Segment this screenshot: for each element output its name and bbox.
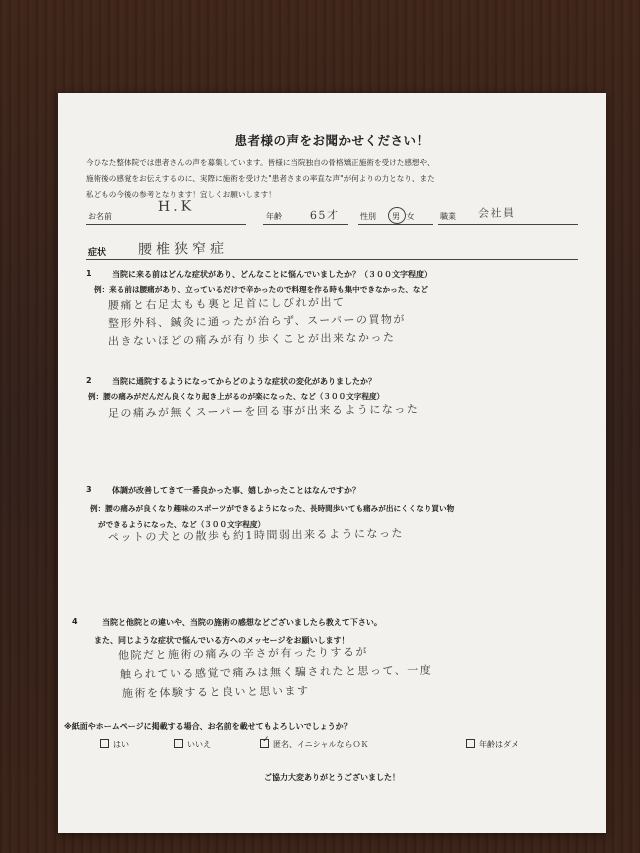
question-text-2: また、同じような症状で悩んでいる方へのメッセージをお願いします！ [94, 636, 350, 645]
name-label: お名前 [88, 212, 112, 221]
question-number: 2 [86, 376, 92, 385]
question-text: 当院に来る前はどんな症状があり、どんなことに悩んでいましたか？（３００文字程度） [112, 270, 432, 279]
consent-option-anonymous[interactable]: ✓ 匿名、イニシャルならＯＫ [262, 735, 369, 749]
question-text: 当院と他院との違いや、当院の施術の感想などございましたら教えて下さい。 [102, 618, 382, 627]
checkbox[interactable] [100, 739, 109, 748]
sex-selected-circle [388, 207, 406, 224]
age-value: 65才 [309, 208, 340, 222]
job-label: 職業 [440, 212, 456, 221]
job-underline [438, 224, 578, 225]
consent-option-no[interactable]: いいえ [174, 739, 211, 750]
job-value: 会社員 [477, 206, 516, 220]
question-number: 1 [86, 269, 92, 278]
consent-option-no-age[interactable]: 年齢はダメ [466, 739, 519, 750]
intro-text [86, 155, 435, 203]
checkbox[interactable] [174, 739, 183, 748]
thanks-message: ご協力大変ありがとうございました！ [264, 773, 400, 782]
question-example: ができるようになった、など（３００文字程度） [98, 520, 266, 529]
answer-line: ペットの犬との散歩も約1時間弱出来るようになった [107, 526, 405, 544]
sex-options: 男 女 [392, 212, 417, 221]
answer-line: 触られている感覚で痛みは無く騙されたと思って、一度 [119, 663, 433, 681]
question-number: 4 [72, 617, 78, 626]
checkbox[interactable] [466, 739, 475, 748]
answer-line: 足の痛みが無くスーパーを回る事が出来るようになった [107, 402, 420, 420]
intro-line: 施術後の感覚をお伝えするのに、実際に施術を受けた"患者さまの率直な声"が何よりの力となり、また [86, 174, 435, 183]
question-example: 例：腰の痛みがだんだん良くなり起き上がるのが楽になった、など（３００文字程度） [88, 392, 385, 401]
answer-line: 施術を体験すると良いと思います [121, 684, 310, 700]
question-text: 当院に通院するようになってからどのような症状の変化がありましたか？ [112, 377, 376, 386]
answer-line: 出きないほどの痛みが有り歩くことが出来なかった [107, 330, 396, 348]
checkbox-checked[interactable]: ✓ [260, 739, 269, 748]
name-value: H.K [157, 198, 195, 215]
symptom-value: 腰椎狭窄症 [137, 240, 229, 258]
answer-line: 整形外科、鍼灸に通ったが治らず、スーパーの買物が [107, 312, 407, 330]
age-label: 年齢 [266, 212, 282, 221]
consent-option-yes[interactable]: はい [100, 739, 129, 750]
question-example: 例：腰の痛みが良くなり趣味のスポーツができるようになった、長時間歩いても痛みが出にくくなり買い物 [90, 504, 455, 513]
answer-line: 腰痛と右足太もも裏と足首にしびれが出て [107, 295, 346, 312]
sex-label: 性別 [360, 212, 376, 221]
form-title: 患者様の声をお聞かせください！ [234, 133, 430, 148]
consent-question: ※紙面やホームページに掲載する場合、お名前を載せてもよろしいでしょうか？ [64, 722, 352, 731]
question-example: 例：来る前は腰痛があり、立っているだけで辛かったので料理を作る時も集中できなかった、など [94, 285, 429, 294]
symptom-underline [86, 259, 578, 260]
symptom-label: 症状 [88, 248, 107, 258]
intro-line: 私どもの今後の参考となります！宜しくお願いします！ [86, 190, 276, 199]
question-text: 体調が改善してきて一番良かった事、嬉しかったことはなんですか？ [112, 486, 360, 495]
question-number: 3 [86, 485, 92, 494]
survey-sheet [58, 93, 606, 833]
age-underline [263, 224, 348, 225]
sex-underline [358, 224, 433, 225]
name-underline [86, 224, 246, 225]
intro-line: 今ひなた整体院では患者さんの声を募集しています。皆様に当院独自の骨格矯正施術を受けた感想や、 [86, 158, 435, 167]
answer-line: 他院だと施術の痛みの辛さが有ったりするが [117, 645, 369, 662]
